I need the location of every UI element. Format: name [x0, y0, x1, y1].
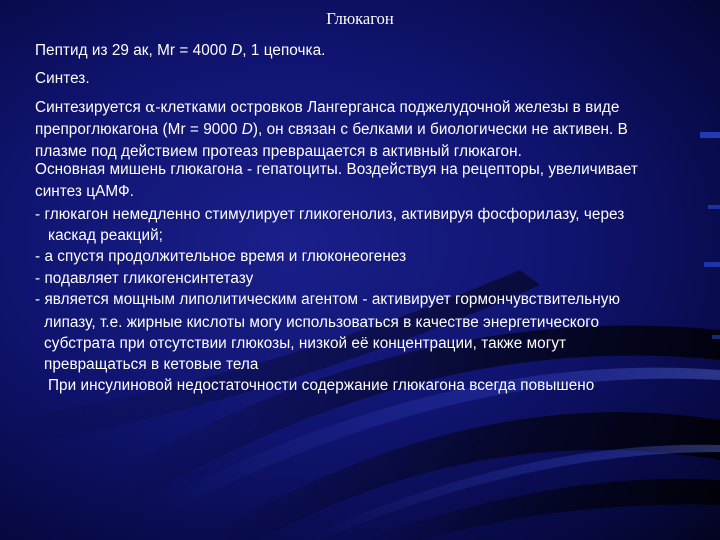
text-segment: Пептид из 29 ак, Mr = 4000 — [35, 42, 232, 59]
text-line-target: Основная мишень глюкагона - гепатоциты. Воздействуя на рецепторы, увеличивает — [35, 161, 638, 178]
text-line-synthesis-2 — [35, 121, 628, 139]
text-line-lipolysis-2: липазу, т.е. жирные кислоты могу использоваться в качестве энергетического — [44, 314, 600, 331]
text-line-gluconeogenesis: - а спустя продолжительное время и глюконеогенез — [35, 248, 407, 265]
text-line-cascade: каскад реакций; — [48, 227, 163, 244]
text-line-synthesis-1 — [35, 98, 619, 117]
text-line-glycogenolysis: - глюкагон немедленно стимулирует гликогенолиз, активируя фосфорилазу, через — [35, 206, 625, 223]
text-segment: Синтезируется — [35, 99, 146, 116]
text-segment: , 1 цепочка. — [242, 42, 326, 59]
text-line-lipolysis-1: - является мощным липолитическим агентом - активирует гормончувствительную — [35, 291, 620, 308]
text-segment: препроглюкагона (Mr = 9000 — [35, 121, 242, 138]
text-line-lipolysis-4: превращаться в кетовые тела — [44, 356, 259, 373]
dalton-symbol: D — [241, 121, 253, 138]
text-line-camp: синтез цАМФ. — [35, 183, 134, 200]
alpha-symbol: α- — [145, 98, 161, 116]
text-line-lipolysis-3: субстрата при отсутствии глюкозы, низкой её концентрации, также могут — [44, 335, 567, 352]
text-line-mass — [35, 42, 325, 60]
slide-title: Глюкагон — [326, 9, 394, 28]
text-line-insulin-deficiency: При инсулиновой недостаточности содержание глюкагона всегда повышено — [48, 377, 595, 394]
text-segment: ), он связан с белками и биологически не активен. В — [252, 121, 628, 138]
text-segment: клетками островков Лангерганса поджелудочной железы в виде — [160, 99, 620, 116]
text-line-synthesis-3: плазме под действием протеаз превращается в активный глюкагон. — [35, 143, 522, 160]
text-line-synthesis-heading: Синтез. — [35, 70, 90, 87]
text-line-glycogen-synthase: - подавляет гликогенсинтетазу — [35, 270, 254, 287]
dalton-symbol: D — [231, 42, 243, 59]
